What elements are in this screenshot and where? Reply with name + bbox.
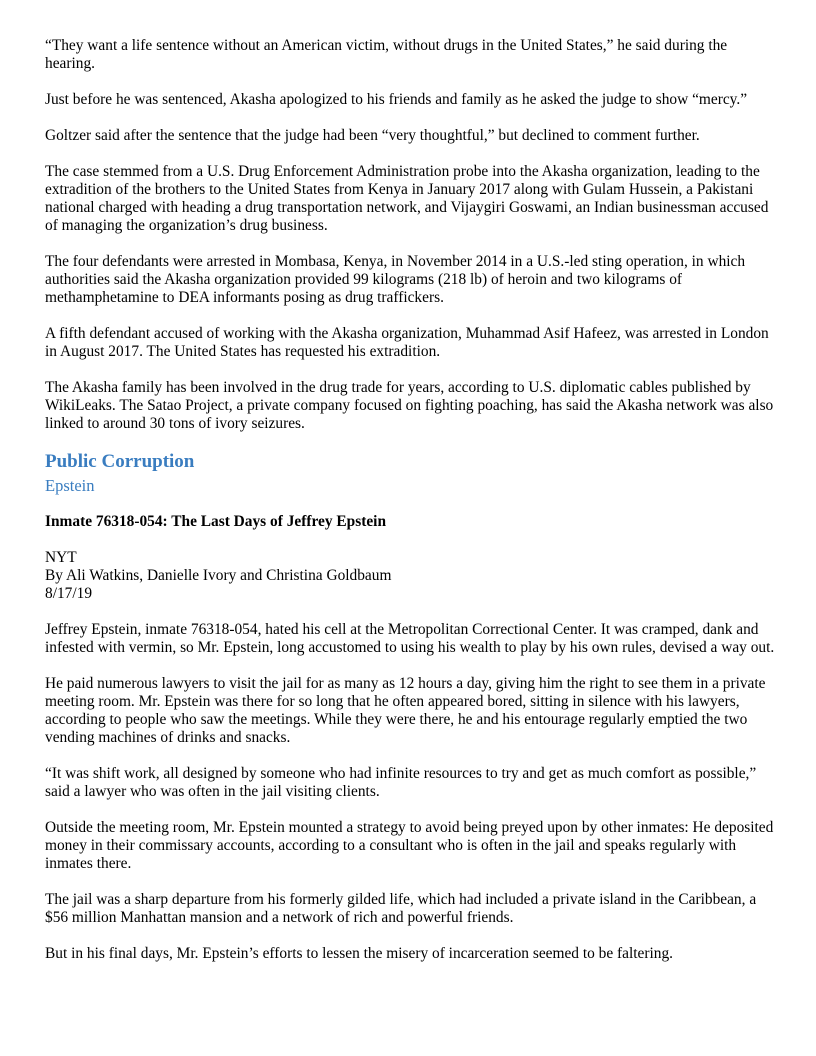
- article-paragraph-4: Outside the meeting room, Mr. Epstein mounted a strategy to avoid being preyed upon by other inmates: He deposited money in their commissary accounts, according to a consultant who is often in the jail and speaks regularly with inmates there.: [45, 819, 774, 872]
- intro-paragraph-4: The case stemmed from a U.S. Drug Enforcement Administration probe into the Akasha organization, leading to the extradition of the brothers to the United States from Kenya in January 2017 along with Gulam Hussein, a Pakistani national charged with heading a drug transportation network, and Vijaygiri Goswami, an Indian businessman accused of managing the organization’s drug business.: [45, 163, 769, 234]
- intro-paragraph-5: The four defendants were arrested in Mombasa, Kenya, in November 2014 in a U.S.-led sting operation, in which authorities said the Akasha organization provided 99 kilograms (218 lb) of heroin and two kilograms of methamphetamine to DEA informants posing as drug traffickers.: [45, 253, 746, 306]
- intro-paragraph-1: “They want a life sentence without an American victim, without drugs in the United States,” he said during the hearing.: [45, 37, 728, 72]
- section-heading: Public Corruption: [45, 451, 195, 472]
- section-subheading: Epstein: [45, 476, 95, 495]
- intro-paragraph-2: Just before he was sentenced, Akasha apologized to his friends and family as he asked the judge to show “mercy.”: [45, 91, 748, 108]
- article-date: 8/17/19: [45, 585, 93, 602]
- article-byline: By Ali Watkins, Danielle Ivory and Christina Goldbaum: [45, 567, 392, 584]
- article-paragraph-2: He paid numerous lawyers to visit the jail for as many as 12 hours a day, giving him the right to see them in a private meeting room. Mr. Epstein was there for so long that he often appeared bored, sitting in silence with his lawyers, according to people who saw the meetings. While they were there, he and his entourage regularly emptied the two vending machines of drinks and snacks.: [45, 675, 766, 746]
- article-paragraph-5: The jail was a sharp departure from his formerly gilded life, which had included a private island in the Caribbean, a $56 million Manhattan mansion and a network of rich and powerful friends.: [45, 891, 757, 926]
- intro-paragraph-3: Goltzer said after the sentence that the judge had been “very thoughtful,” but declined to comment further.: [45, 127, 700, 144]
- document-page: [45, 37, 775, 981]
- intro-paragraph-7: The Akasha family has been involved in the drug trade for years, according to U.S. diplomatic cables published by WikiLeaks. The Satao Project, a private company focused on fighting poaching, has said the Akasha network was also linked to around 30 tons of ivory seizures.: [45, 379, 774, 432]
- article-paragraph-1: Jeffrey Epstein, inmate 76318-054, hated his cell at the Metropolitan Correctional Center. It was cramped, dank and infested with vermin, so Mr. Epstein, long accustomed to using his wealth to play by his own rules, devised a way out.: [45, 621, 775, 656]
- article-paragraph-3: “It was shift work, all designed by someone who had infinite resources to try and get as much comfort as possible,” said a lawyer who was often in the jail visiting clients.: [45, 765, 757, 800]
- article-paragraph-6: But in his final days, Mr. Epstein’s efforts to lessen the misery of incarceration seemed to be faltering.: [45, 945, 674, 962]
- intro-paragraph-6: A fifth defendant accused of working with the Akasha organization, Muhammad Asif Hafeez, was arrested in London in August 2017. The United States has requested his extradition.: [45, 325, 769, 360]
- article-meta: [45, 549, 775, 603]
- article-source: NYT: [45, 549, 77, 566]
- article-title: Inmate 76318-054: The Last Days of Jeffrey Epstein: [45, 513, 386, 530]
